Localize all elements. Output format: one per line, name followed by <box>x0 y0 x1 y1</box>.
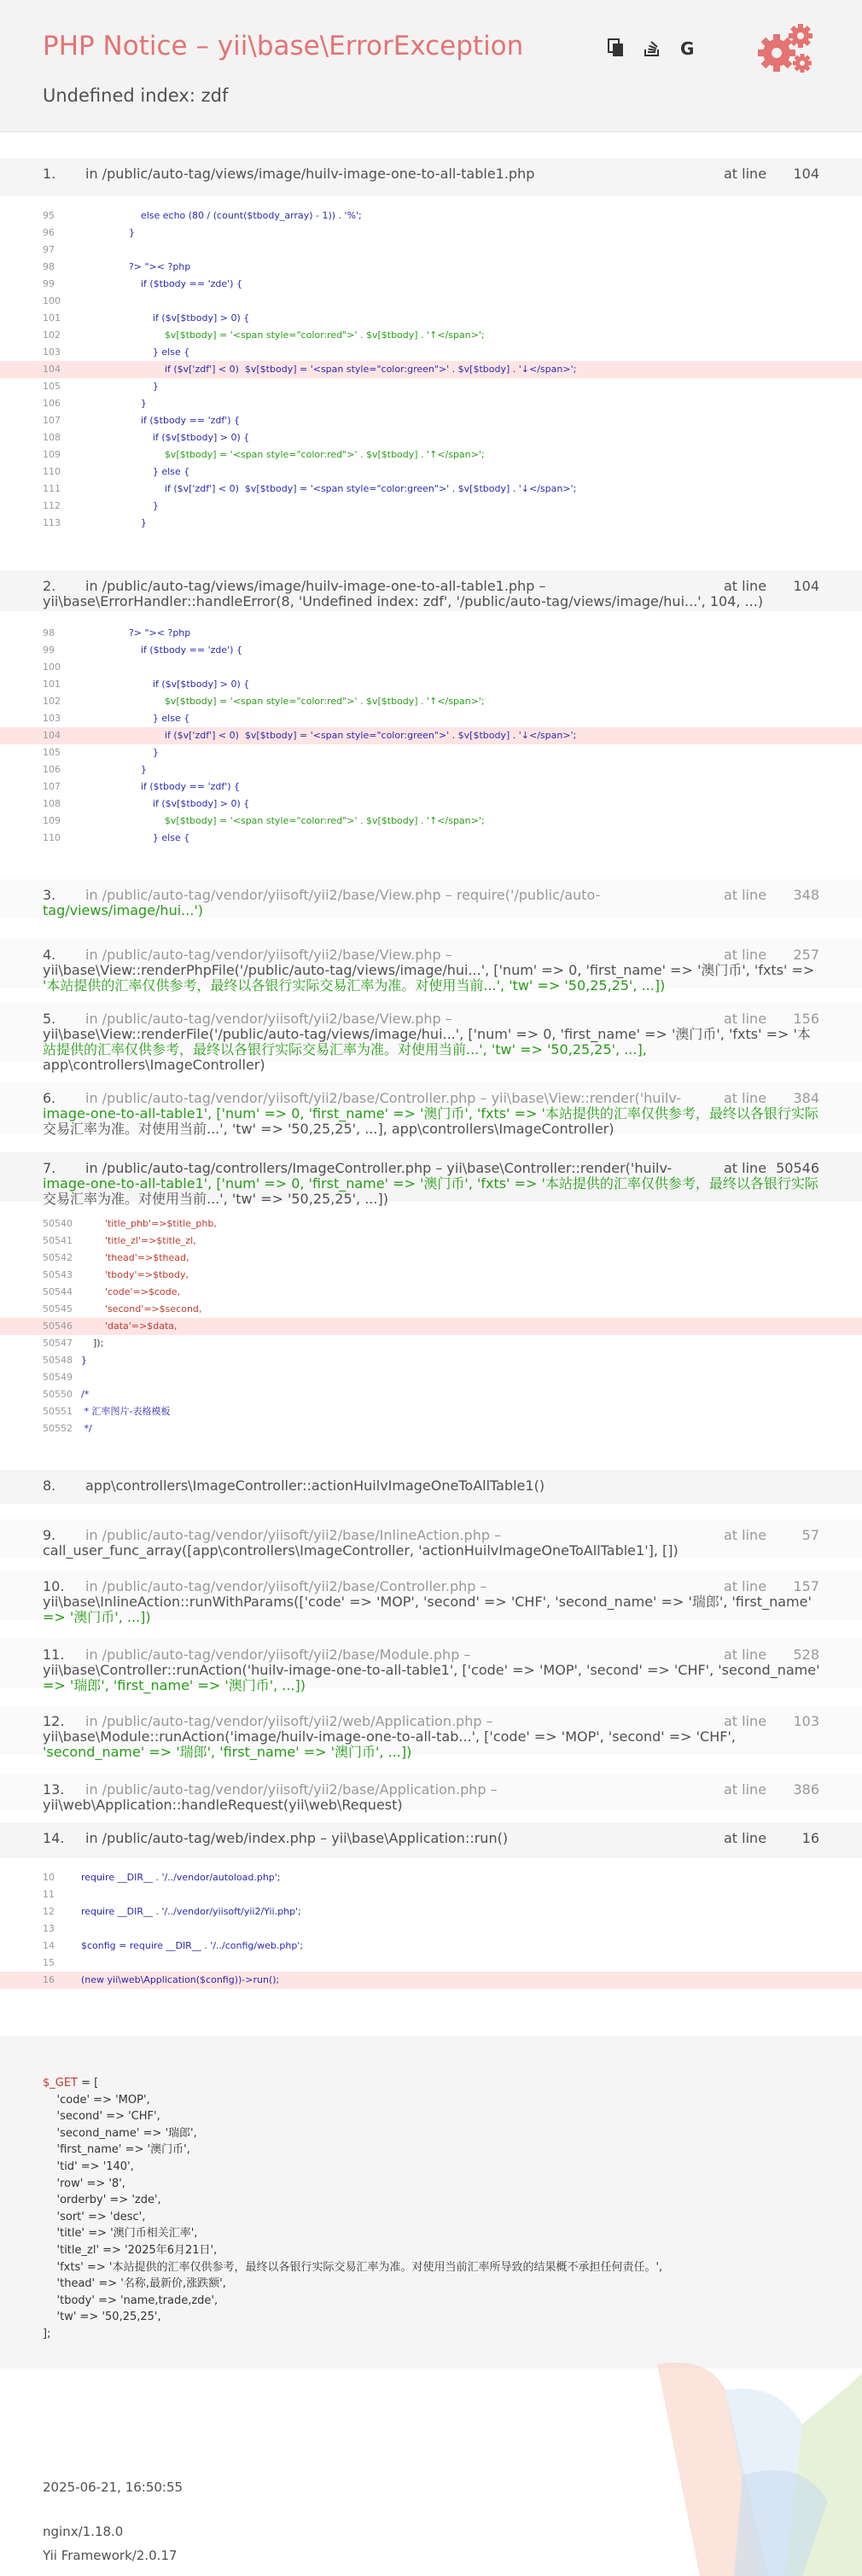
frame-line-number: 156 <box>793 1011 819 1027</box>
frame-number: 2. <box>43 579 56 594</box>
code-line <box>0 1369 862 1386</box>
code-line <box>0 1267 862 1284</box>
code-line <box>0 481 862 498</box>
line-code: if ($v['zdf'] < 0) $v[$tbody] = '<span style="color:green">' . $v[$tbody] . '↓</span>'; <box>81 730 577 741</box>
frame-call-cont: 站提供的汇率仅供参考，最终以各银行实际交易汇率为准。对使用当前...', 'tw' => '50,25,25', ...], <box>43 1042 647 1058</box>
line-code: } <box>81 381 159 392</box>
line-code: } <box>81 500 159 511</box>
frame-number: 13. <box>43 1782 65 1798</box>
frame-line-number: 57 <box>801 1528 819 1543</box>
code-line <box>0 676 862 693</box>
line-number: 50545 <box>43 1303 73 1314</box>
frame-at-line: at line <box>724 1782 767 1798</box>
code-snippet <box>0 1215 862 1437</box>
line-number: 50540 <box>43 1218 73 1229</box>
frame-line-number: 16 <box>801 1831 819 1846</box>
line-code: } else { <box>81 832 190 843</box>
code-line <box>0 259 862 276</box>
code-line <box>0 207 862 224</box>
stack-frame[interactable] <box>0 1003 862 1073</box>
frame-number: 9. <box>43 1528 56 1543</box>
server-version: nginx/1.18.0 <box>43 2524 124 2539</box>
frame-number: 11. <box>43 1647 65 1663</box>
stack-frame[interactable] <box>0 1152 862 1207</box>
line-number: 106 <box>43 764 61 775</box>
frame-call-cont: '本站提供的汇率仅供参考，最终以各银行实际交易汇率为准。对使用当前...', 'tw' => '50,25,25', ...]) <box>43 978 666 994</box>
line-number: 109 <box>43 449 61 460</box>
frame-at-line: at line <box>724 579 767 594</box>
line-number: 50543 <box>43 1269 73 1280</box>
code-line <box>0 515 862 532</box>
line-number: 110 <box>43 832 61 843</box>
stack-frame[interactable] <box>0 1639 862 1693</box>
frame-line-number: 50546 <box>776 1161 819 1176</box>
code-line <box>0 498 862 515</box>
frame-at-line: at line <box>724 1528 767 1543</box>
frame-file: in /public/auto-tag/vendor/yiisoft/yii2/base/Application.php – <box>85 1782 498 1798</box>
code-line <box>0 310 862 327</box>
frame-file: app\controllers\ImageController::actionHuilvImageOneToAllTable1() <box>85 1478 545 1494</box>
line-code: } <box>81 398 147 409</box>
code-line <box>0 1420 862 1437</box>
svg-text:G: G <box>680 38 695 58</box>
line-number: 16 <box>43 1974 55 1985</box>
code-line <box>0 293 862 310</box>
line-code: $config = require __DIR__ . '/../config/web.php'; <box>81 1940 304 1951</box>
error-header <box>0 0 862 132</box>
code-line <box>0 412 862 429</box>
line-number: 98 <box>43 627 55 638</box>
code-line <box>0 1955 862 1972</box>
line-number: 104 <box>43 364 61 375</box>
code-line <box>0 693 862 710</box>
frame-at-line: at line <box>724 1161 767 1176</box>
code-line <box>0 1386 862 1403</box>
line-number: 98 <box>43 261 55 272</box>
line-number: 13 <box>43 1923 55 1934</box>
frame-call-cont: 交易汇率为准。对使用当前...', 'tw' => '50,25,25', ...]) <box>43 1192 388 1207</box>
line-number: 50548 <box>43 1355 73 1366</box>
line-code: * 汇率图片-表格模板 <box>81 1406 171 1417</box>
code-line <box>0 344 862 361</box>
stack-frame[interactable] <box>0 1470 862 1504</box>
code-line <box>0 1301 862 1318</box>
line-code: 'title_zl'=>$title_zl, <box>81 1235 196 1246</box>
frame-number: 10. <box>43 1579 65 1594</box>
line-number: 99 <box>43 278 55 289</box>
line-code: 'data'=>$data, <box>81 1320 178 1332</box>
stack-frame[interactable] <box>0 939 862 994</box>
frame-number: 1. <box>43 166 56 182</box>
stack-frame[interactable] <box>0 1705 862 1760</box>
line-number: 104 <box>43 730 61 741</box>
line-code: if ($v['zdf'] < 0) $v[$tbody] = '<span style="color:green">' . $v[$tbody] . '↓</span>'; <box>81 483 577 494</box>
frame-file: in /public/auto-tag/vendor/yiisoft/yii2/web/Application.php – <box>85 1714 493 1729</box>
frame-at-line: at line <box>724 1011 767 1027</box>
line-number: 105 <box>43 747 61 758</box>
line-number: 100 <box>43 295 61 306</box>
code-line <box>0 830 862 847</box>
frame-number: 12. <box>43 1714 65 1729</box>
line-number: 112 <box>43 500 61 511</box>
code-line <box>0 1352 862 1369</box>
code-line <box>0 327 862 344</box>
line-number: 105 <box>43 381 61 392</box>
get-params-body: = [ 'code' => 'MOP', 'second' => 'CHF', 'second_name' => '瑞郎', 'first_name' => '澳门币', 'tid' => '140', 'row' => '8', 'orderby' => 'zde', 'sort' => 'desc', 'title' => '澳门币相关汇率', 'title_zl' => '2025年6月21日', 'fxts' => '本站提供的汇率仅供参考，最终以各银行实际交易汇率为准。对使用当前汇率所导致的结果概不承担任何责任。', 'thead' => '名称,最新价,涨跌额', 'tbody' => 'name,trade,zde', 'tw' => '50,25,25', ]; <box>43 2077 663 2340</box>
frame-call: yii\base\Controller::runAction('huilv-image-one-to-all-table1', ['code' => 'MOP', 'second' => 'CHF', 'second_name' <box>43 1663 819 1678</box>
stack-frame[interactable] <box>0 570 862 611</box>
code-line <box>0 625 862 642</box>
line-number: 10 <box>43 1872 55 1883</box>
code-line <box>0 1938 862 1955</box>
line-code: if ($v[$tbody] > 0) { <box>81 312 250 323</box>
line-code: require __DIR__ . '/../vendor/yiisoft/yii2/Yii.php'; <box>81 1906 301 1917</box>
code-line <box>0 242 862 259</box>
code-line <box>0 1215 862 1233</box>
frame-call-cont: image-one-to-all-table1', ['num' => 0, 'first_name' => '澳门币', 'fxts' => '本站提供的汇率仅供参考，最终以各银行实际 <box>43 1176 818 1192</box>
code-line <box>0 796 862 813</box>
stack-frame[interactable] <box>0 1774 862 1813</box>
line-number: 15 <box>43 1957 55 1968</box>
frame-number: 7. <box>43 1161 56 1176</box>
line-number: 110 <box>43 466 61 477</box>
code-line <box>0 276 862 293</box>
line-code: } else { <box>81 713 190 724</box>
line-code: $v[$tbody] = '<span style="color:red">' . $v[$tbody] . '↑</span>'; <box>81 329 485 341</box>
frame-call: yii\web\Application::handleRequest(yii\web\Request) <box>43 1798 403 1813</box>
code-line <box>0 224 862 242</box>
frame-at-line: at line <box>724 1714 767 1729</box>
line-code: */ <box>81 1423 92 1434</box>
code-line <box>0 361 862 378</box>
frame-file: in /public/auto-tag/vendor/yiisoft/yii2/base/InlineAction.php – <box>85 1528 502 1543</box>
frame-line-number: 348 <box>793 888 819 903</box>
frame-call-cont: 交易汇率为准。对使用当前...', 'tw' => '50,25,25', ...], app\controllers\ImageController) <box>43 1122 614 1137</box>
frame-call: yii\base\ErrorHandler::handleError(8, 'Undefined index: zdf', '/public/auto-tag/views/image/hui...', 104, ...) <box>43 594 764 609</box>
code-line <box>0 1403 862 1420</box>
code-snippet <box>0 207 862 532</box>
stack-frame[interactable] <box>0 1571 862 1625</box>
line-number: 97 <box>43 244 55 255</box>
line-code: $v[$tbody] = '<span style="color:red">' . $v[$tbody] . '↑</span>'; <box>81 815 485 826</box>
stack-frame[interactable] <box>0 1519 862 1558</box>
frame-file: in /public/auto-tag/vendor/yiisoft/yii2/base/View.php – require('/public/auto- <box>85 888 601 903</box>
frame-call-cont: => '瑞郎', 'first_name' => '澳门币', ...]) <box>43 1678 306 1693</box>
line-number: 50544 <box>43 1286 73 1297</box>
line-code: } <box>81 517 147 528</box>
frame-line-number: 386 <box>793 1782 819 1798</box>
line-code: /* <box>81 1389 90 1400</box>
code-line <box>0 761 862 778</box>
line-code: } <box>81 747 159 758</box>
code-line <box>0 813 862 830</box>
frame-at-line: at line <box>724 888 767 903</box>
line-number: 101 <box>43 312 61 323</box>
line-code: $v[$tbody] = '<span style="color:red">' . $v[$tbody] . '↑</span>'; <box>81 449 485 460</box>
line-number: 100 <box>43 661 61 673</box>
frame-call: yii\base\Module::runAction('image/huilv-image-one-to-all-tab...', ['code' => 'MOP', 'second' => 'CHF', <box>43 1729 736 1745</box>
line-number: 102 <box>43 329 61 341</box>
frame-number: 3. <box>43 888 56 903</box>
frame-file: in /public/auto-tag/views/image/huilv-image-one-to-all-table1.php <box>85 166 535 182</box>
code-line <box>0 446 862 463</box>
code-snippet <box>0 1869 862 1989</box>
line-code: ?> ">< ?php <box>81 261 191 272</box>
gear-icon <box>751 20 819 84</box>
line-number: 102 <box>43 696 61 707</box>
frame-file: in /public/auto-tag/controllers/ImageController.php – yii\base\Controller::render('huilv- <box>85 1161 673 1176</box>
code-line <box>0 463 862 481</box>
line-number: 109 <box>43 815 61 826</box>
code-line <box>0 395 862 412</box>
frame-at-line: at line <box>724 166 767 182</box>
frame-at-line: at line <box>724 947 767 963</box>
line-code: if ($v[$tbody] > 0) { <box>81 432 250 443</box>
line-number: 103 <box>43 347 61 358</box>
line-number: 50546 <box>43 1320 73 1332</box>
code-line <box>0 1903 862 1920</box>
line-number: 111 <box>43 483 61 494</box>
code-line <box>0 1250 862 1267</box>
frame-call-cont: app\controllers\ImageController) <box>43 1058 265 1073</box>
line-code: $v[$tbody] = '<span style="color:red">' . $v[$tbody] . '↑</span>'; <box>81 696 485 707</box>
search-tools <box>606 38 698 58</box>
error-type: PHP Notice <box>43 31 188 61</box>
line-number: 101 <box>43 679 61 690</box>
frame-file: in /public/auto-tag/vendor/yiisoft/yii2/base/Controller.php – <box>85 1579 487 1594</box>
frame-file: in /public/auto-tag/vendor/yiisoft/yii2/base/Controller.php – yii\base\View::render('huilv- <box>85 1091 682 1106</box>
line-number: 103 <box>43 713 61 724</box>
frame-number: 4. <box>43 947 56 963</box>
code-line <box>0 710 862 727</box>
line-number: 107 <box>43 781 61 792</box>
frame-call-cont: image-one-to-all-table1', ['num' => 0, 'first_name' => '澳门币', 'fxts' => '本站提供的汇率仅供参考，最终以各银行实际 <box>43 1106 818 1122</box>
frame-file: in /public/auto-tag/web/index.php – yii\base\Application::run() <box>85 1831 509 1846</box>
frame-at-line: at line <box>724 1647 767 1663</box>
line-number: 50552 <box>43 1423 73 1434</box>
code-line <box>0 429 862 446</box>
frame-line-number: 104 <box>793 579 819 594</box>
frame-call: yii\base\View::renderPhpFile('/public/auto-tag/views/image/hui...', ['num' => 0, 'first_name' => '澳门币', 'fxts' => <box>43 963 815 978</box>
line-number: 107 <box>43 415 61 426</box>
line-number: 50542 <box>43 1252 73 1263</box>
line-number: 113 <box>43 517 61 528</box>
frame-at-line: at line <box>724 1091 767 1106</box>
line-code: 'tbody'=>$tbody, <box>81 1269 189 1280</box>
line-code: if ($v['zdf'] < 0) $v[$tbody] = '<span style="color:green">' . $v[$tbody] . '↓</span>'; <box>81 364 577 375</box>
line-number: 12 <box>43 1906 55 1917</box>
stack-frame[interactable] <box>0 879 862 918</box>
line-code: } <box>81 1355 87 1366</box>
line-number: 50541 <box>43 1235 73 1246</box>
line-number: 50547 <box>43 1338 73 1349</box>
frame-line-number: 257 <box>793 947 819 963</box>
frame-number: 6. <box>43 1091 56 1106</box>
title-separator: – <box>187 31 218 61</box>
line-code: 'code'=>$code, <box>81 1286 181 1297</box>
code-line <box>0 1233 862 1250</box>
get-params <box>43 2075 662 2343</box>
frame-file: in /public/auto-tag/views/image/huilv-image-one-to-all-table1.php – <box>85 579 546 594</box>
line-code: if ($tbody == 'zde') { <box>81 644 242 656</box>
line-number: 50549 <box>43 1372 73 1383</box>
line-number: 95 <box>43 210 55 221</box>
line-code: } else { <box>81 466 190 477</box>
get-var-label: $_GET <box>43 2077 78 2089</box>
line-number: 11 <box>43 1889 55 1900</box>
frame-line-number: 528 <box>793 1647 819 1663</box>
google-icon[interactable] <box>678 38 698 58</box>
stack-frame[interactable] <box>0 1082 862 1137</box>
frame-line-number: 157 <box>793 1579 819 1594</box>
frame-file: in /public/auto-tag/vendor/yiisoft/yii2/base/View.php – <box>85 1011 452 1027</box>
frame-call: yii\base\InlineAction::runWithParams(['code' => 'MOP', 'second' => 'CHF', 'second_name' => '瑞郎', 'first_name' <box>43 1594 812 1610</box>
code-line <box>0 1886 862 1903</box>
frame-file: in /public/auto-tag/vendor/yiisoft/yii2/base/View.php – <box>85 947 452 963</box>
frame-number: 14. <box>43 1831 65 1846</box>
code-line <box>0 778 862 796</box>
line-code: if ($tbody == 'zdf') { <box>81 781 241 792</box>
line-code: (new yii\web\Application($config))->run(); <box>81 1974 280 1985</box>
frame-number: 5. <box>43 1011 56 1027</box>
frame-file: in /public/auto-tag/vendor/yiisoft/yii2/base/Module.php – <box>85 1647 471 1663</box>
line-code: require __DIR__ . '/../vendor/autoload.php'; <box>81 1872 281 1883</box>
code-line <box>0 1318 862 1335</box>
frame-line-number: 103 <box>793 1714 819 1729</box>
line-number: 14 <box>43 1940 55 1951</box>
line-code: if ($v[$tbody] > 0) { <box>81 679 250 690</box>
frame-at-line: at line <box>724 1579 767 1594</box>
code-line <box>0 659 862 676</box>
code-line <box>0 1284 862 1301</box>
code-line <box>0 1972 862 1989</box>
code-line <box>0 744 862 761</box>
line-code: 'thead'=>$thead, <box>81 1252 189 1263</box>
line-code: if ($tbody == 'zde') { <box>81 278 242 289</box>
line-code: ]); <box>81 1338 104 1349</box>
exception-class: yii\base\ErrorException <box>217 31 524 61</box>
code-line <box>0 378 862 395</box>
frame-call: call_user_func_array([app\controllers\ImageController, 'actionHuilvImageOneToAllTable1'], []) <box>43 1543 679 1559</box>
copy-icon[interactable] <box>606 38 626 58</box>
frame-call-cont: tag/views/image/hui...') <box>43 903 204 918</box>
line-number: 50551 <box>43 1406 73 1417</box>
line-number: 99 <box>43 644 55 656</box>
frame-number: 8. <box>43 1478 56 1494</box>
code-line <box>0 727 862 744</box>
stack-overflow-icon[interactable] <box>642 38 662 58</box>
line-number: 108 <box>43 798 61 809</box>
stack-frame[interactable] <box>0 1822 862 1858</box>
frame-call-cont: 'second_name' => '瑞郎', 'first_name' => '澳门币', ...]) <box>43 1745 412 1760</box>
line-code: else echo (80 / (count($tbody_array) - 1)) . '%'; <box>81 210 362 221</box>
request-params <box>0 2036 862 2369</box>
line-code: 'second'=>$second, <box>81 1303 202 1314</box>
timestamp: 2025-06-21, 16:50:55 <box>43 2480 183 2495</box>
code-line <box>0 1920 862 1938</box>
line-code: ?> ">< ?php <box>81 627 191 638</box>
line-code: } else { <box>81 347 190 358</box>
page-footer <box>0 2369 862 2576</box>
code-line <box>0 1335 862 1352</box>
line-code: if ($v[$tbody] > 0) { <box>81 798 250 809</box>
line-number: 108 <box>43 432 61 443</box>
line-code: 'title_phb'=>$title_phb, <box>81 1218 217 1229</box>
code-line <box>0 642 862 659</box>
frame-line-number: 104 <box>793 166 819 182</box>
line-number: 96 <box>43 227 55 238</box>
code-snippet <box>0 625 862 847</box>
frame-call-cont: => '澳门币', ...]) <box>43 1610 151 1625</box>
page-title <box>43 31 523 61</box>
code-line <box>0 1869 862 1886</box>
line-number: 50550 <box>43 1389 73 1400</box>
framework-version: Yii Framework/2.0.17 <box>43 2548 178 2563</box>
frame-at-line: at line <box>724 1831 767 1846</box>
error-message: Undefined index: zdf <box>43 85 229 106</box>
frame-line-number: 384 <box>793 1091 819 1106</box>
line-code: } <box>81 227 135 238</box>
frame-call: yii\base\View::renderFile('/public/auto-tag/views/image/hui...', ['num' => 0, 'first_name' => '澳门币', 'fxts' => '本 <box>43 1027 811 1042</box>
line-number: 106 <box>43 398 61 409</box>
line-code: } <box>81 764 147 775</box>
line-code: if ($tbody == 'zdf') { <box>81 415 241 426</box>
stack-frame[interactable] <box>0 158 862 196</box>
